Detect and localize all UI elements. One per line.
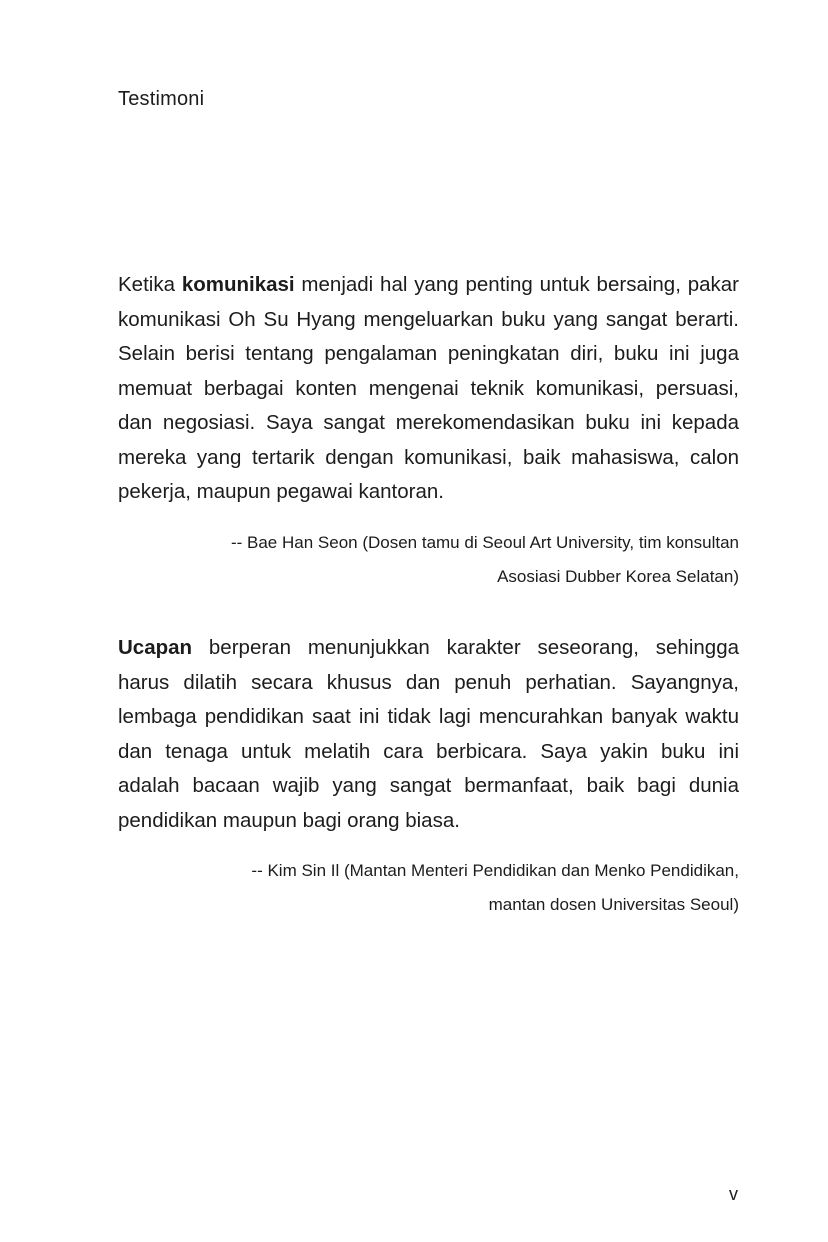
testimonial-bold-word: komunikasi — [181, 273, 295, 296]
testimonial-body — [118, 631, 739, 838]
attribution-line-2: mantan dosen Universitas Seoul) — [488, 895, 739, 914]
testimonial-text-after: berperan menunjukkan karakter seseorang, sehingga harus dilatih secara khusus dan penuh perhatian. Sayangnya, lembaga pendidikan saat ini tidak lagi mencurahkan banyak waktu dan tenaga untuk melatih cara berbicara. Saya yakin buku ini adalah bacaan wajib yang sangat bermanfaat, baik bagi dunia pendidikan maupun bagi orang biasa. — [118, 636, 739, 832]
page-header: Testimoni — [118, 88, 205, 110]
attribution-line-1: -- Bae Han Seon (Dosen tamu di Seoul Art University, tim konsultan — [230, 532, 739, 552]
testimonial-attribution — [118, 526, 739, 594]
testimonial-1 — [118, 268, 739, 594]
page-number: v — [729, 1184, 738, 1204]
testimonial-2 — [118, 631, 739, 922]
attribution-line-1: -- Kim Sin Il (Mantan Menteri Pendidikan dan Menko Pendidikan, — [251, 861, 739, 880]
testimonial-bold-word: Ucapan — [118, 636, 193, 659]
testimonial-text-before: Ketika — [118, 273, 182, 296]
testimonial-attribution — [118, 854, 739, 922]
attribution-line-2: Asosiasi Dubber Korea Selatan) — [497, 566, 739, 586]
testimonial-body — [118, 268, 739, 510]
testimonial-text-after: menjadi hal yang penting untuk bersaing, pakar komunikasi Oh Su Hyang mengeluarkan buku yang sangat berarti. Selain berisi tentang pengalaman peningkatan diri, buku ini juga memuat berbagai konten mengenai teknik komunikasi, persuasi, dan negosiasi. Saya sangat merekomendasikan buku ini kepada mereka yang tertarik dengan komunikasi, baik mahasiswa, calon pekerja, maupun pegawai kantoran. — [118, 273, 739, 503]
